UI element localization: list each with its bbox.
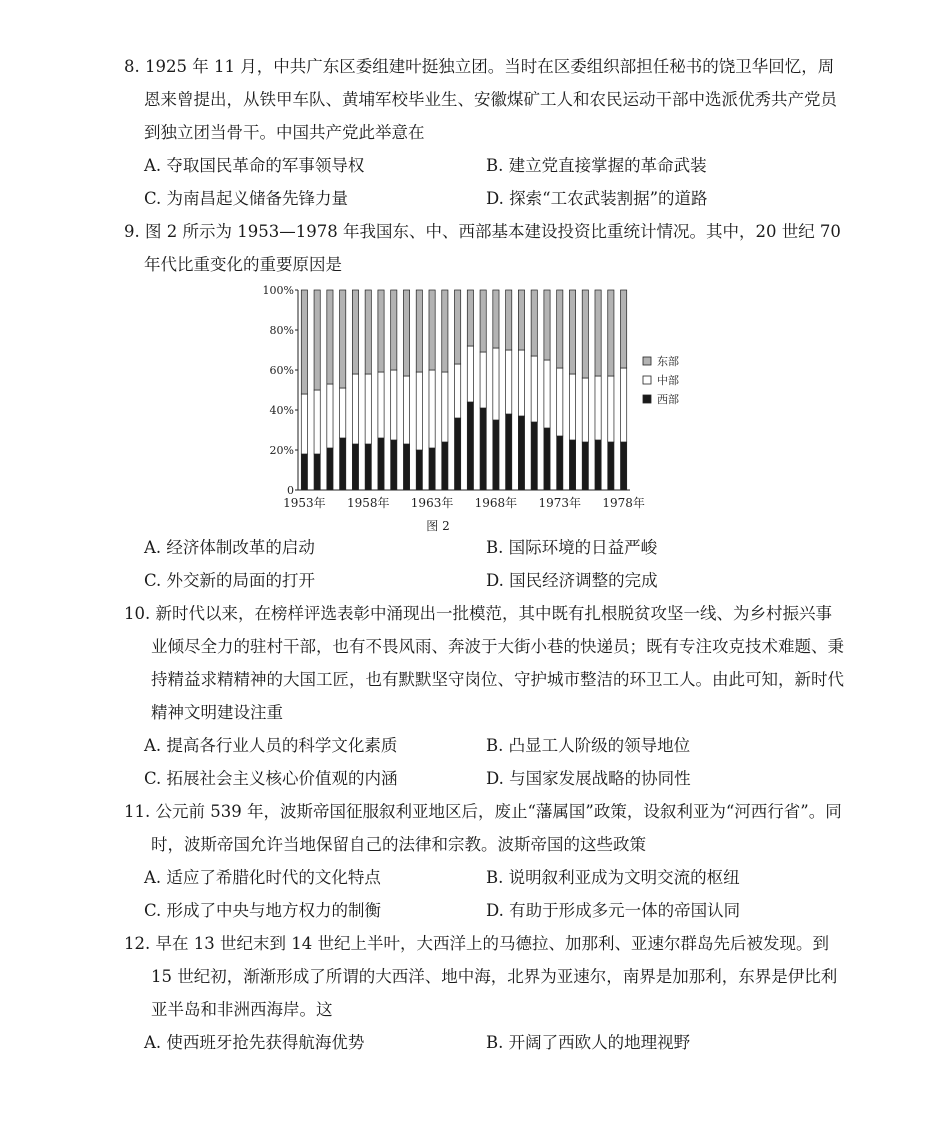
- legend-label: 中部: [657, 374, 679, 387]
- question-10-stem: 10. 新时代以来，在榜样评选表彰中涌现出一批模范，其中既有扎根脱贫攻坚一线、为乡村振兴事业倾尽全力的驻村干部，也有不畏风雨、奔波于大街小巷的快递员；既有专注攻克技术难题、秉持精益求精精神的大国工匠，也有默默坚守岗位、守护城市整洁的环卫工人。由此可知，新时代精神文明建设注重: [124, 604, 844, 722]
- bar-segment: [518, 290, 524, 350]
- legend-swatch: [643, 376, 651, 384]
- option-10d[interactable]: D. 与国家发展战略的协同性: [486, 769, 691, 788]
- bar-segment: [582, 290, 588, 378]
- bar-segment: [480, 408, 486, 490]
- bar-segment: [506, 350, 512, 414]
- bar-segment: [455, 364, 461, 418]
- bar-segment: [442, 290, 448, 372]
- bar-segment: [378, 372, 384, 438]
- legend-swatch: [643, 395, 651, 403]
- y-tick-label: 20%: [269, 444, 294, 457]
- bar-segment: [416, 372, 422, 450]
- bar-segment: [327, 448, 333, 490]
- bar-segment: [480, 290, 486, 352]
- option-9c[interactable]: C. 外交新的局面的打开: [144, 571, 316, 590]
- bar-segment: [442, 372, 448, 442]
- bar-segment: [480, 352, 486, 408]
- chart-svg: [255, 280, 695, 540]
- bar-segment: [403, 290, 409, 376]
- question-11: [124, 795, 844, 861]
- bar-segment: [314, 290, 320, 390]
- option-11c[interactable]: C. 形成了中央与地方权力的制衡: [144, 901, 382, 920]
- option-8c[interactable]: C. 为南昌起义储备先锋力量: [144, 189, 349, 208]
- bar-segment: [493, 290, 499, 348]
- bar-segment: [557, 290, 563, 368]
- bar-segment: [429, 370, 435, 448]
- bar-segment: [365, 374, 371, 444]
- option-9a[interactable]: A. 经济体制改革的启动: [144, 538, 315, 557]
- bar-segment: [301, 394, 307, 454]
- y-tick-label: 80%: [269, 324, 294, 337]
- question-8-stem: 8. 1925 年 11 月，中共广东区委组建叶挺独立团。当时在区委组织部担任秘书的饶卫华回忆，周恩来曾提出，从铁甲车队、黄埔军校毕业生、安徽煤矿工人和农民运动干部中选派优秀共产党员到独立团当骨干。中国共产党此举意在: [124, 57, 837, 142]
- option-9b[interactable]: B. 国际环境的日益严峻: [486, 538, 658, 557]
- bar-segment: [544, 360, 550, 428]
- bar-segment: [608, 290, 614, 376]
- option-11a[interactable]: A. 适应了希腊化时代的文化特点: [144, 868, 381, 887]
- bar-segment: [467, 402, 473, 490]
- bar-segment: [569, 290, 575, 374]
- bar-segment: [391, 370, 397, 440]
- bar-segment: [608, 442, 614, 490]
- bar-segment: [352, 290, 358, 374]
- bar-segment: [582, 442, 588, 490]
- question-9-options: [144, 531, 844, 597]
- bar-segment: [531, 422, 537, 490]
- bar-segment: [595, 290, 601, 376]
- x-tick-label: 1973年: [538, 496, 582, 510]
- bar-segment: [403, 376, 409, 444]
- bar-segment: [340, 438, 346, 490]
- option-10b[interactable]: B. 凸显工人阶级的领导地位: [486, 736, 691, 755]
- bar-segment: [455, 418, 461, 490]
- question-11-options: [144, 861, 844, 927]
- y-tick-label: 60%: [269, 364, 294, 377]
- chart-legend: [643, 355, 679, 406]
- bar-segment: [365, 444, 371, 490]
- bar-segment: [621, 290, 627, 368]
- question-12-stem: 12. 早在 13 世纪末到 14 世纪上半叶，大西洋上的马德拉、加那利、亚速尔群岛先后被发现。到 15 世纪初，渐渐形成了所谓的大西洋、地中海，北界为亚速尔，南界是加那利，东界是伊比利亚半岛和非洲西海岸。这: [124, 934, 838, 1019]
- legend-label: 东部: [657, 355, 679, 368]
- option-8b[interactable]: B. 建立党直接掌握的革命武装: [486, 156, 707, 175]
- bar-segment: [518, 350, 524, 416]
- question-10: [124, 597, 844, 729]
- bar-segment: [531, 356, 537, 422]
- bar-segment: [403, 444, 409, 490]
- investment-chart: [255, 280, 695, 540]
- x-tick-label: 1958年: [346, 496, 390, 510]
- bar-segment: [621, 442, 627, 490]
- bar-segment: [493, 420, 499, 490]
- y-tick-label: 0: [287, 484, 294, 497]
- bar-segment: [442, 442, 448, 490]
- question-8-options: [144, 149, 844, 215]
- question-8: [124, 50, 844, 149]
- option-12b[interactable]: B. 开阔了西欧人的地理视野: [486, 1033, 691, 1052]
- option-11b[interactable]: B. 说明叙利亚成为文明交流的枢纽: [486, 868, 740, 887]
- question-12-options: [144, 1026, 844, 1059]
- bar-segment: [467, 290, 473, 346]
- bar-segment: [595, 376, 601, 440]
- bar-segment: [352, 374, 358, 444]
- bar-segment: [429, 290, 435, 370]
- bar-segment: [352, 444, 358, 490]
- bar-segment: [340, 290, 346, 388]
- bar-segment: [557, 368, 563, 436]
- bar-segment: [391, 290, 397, 370]
- bar-segment: [582, 378, 588, 442]
- bar-segment: [544, 428, 550, 490]
- option-9d[interactable]: D. 国民经济调整的完成: [486, 571, 658, 590]
- bar-segment: [595, 440, 601, 490]
- option-11d[interactable]: D. 有助于形成多元一体的帝国认同: [486, 901, 741, 920]
- bar-segment: [314, 454, 320, 490]
- question-12: [124, 927, 844, 1026]
- bar-segment: [569, 440, 575, 490]
- y-tick-label: 40%: [269, 404, 294, 417]
- option-12a[interactable]: A. 使西班牙抢先获得航海优势: [144, 1033, 365, 1052]
- bar-segment: [327, 290, 333, 384]
- y-tick-label: 100%: [262, 284, 294, 297]
- x-tick-label: 1963年: [410, 496, 454, 510]
- option-8a[interactable]: A. 夺取国民革命的军事领导权: [144, 156, 365, 175]
- legend-label: 西部: [657, 393, 679, 406]
- bar-segment: [340, 388, 346, 438]
- question-11-stem: 11. 公元前 539 年，波斯帝国征服叙利亚地区后，废止“藩属国”政策，设叙利亚为“河西行省”。同时，波斯帝国允许当地保留自己的法律和宗教。波斯帝国的这些政策: [124, 802, 842, 854]
- chart-bars: [301, 290, 626, 490]
- option-10c[interactable]: C. 拓展社会主义核心价值观的内涵: [144, 769, 398, 788]
- bar-segment: [506, 414, 512, 490]
- bar-segment: [391, 440, 397, 490]
- bar-segment: [569, 374, 575, 440]
- bar-segment: [506, 290, 512, 350]
- option-8d[interactable]: D. 探索“工农武装割据”的道路: [486, 189, 708, 208]
- bar-segment: [416, 450, 422, 490]
- bar-segment: [378, 438, 384, 490]
- bar-segment: [365, 290, 371, 374]
- legend-swatch: [643, 357, 651, 365]
- bar-segment: [518, 416, 524, 490]
- bar-segment: [621, 368, 627, 442]
- bar-segment: [301, 290, 307, 394]
- x-tick-label: 1978年: [602, 496, 645, 510]
- x-tick-label: 1953年: [283, 496, 326, 510]
- option-10a[interactable]: A. 提高各行业人员的科学文化素质: [144, 736, 398, 755]
- question-10-options: [144, 729, 844, 795]
- bar-segment: [327, 384, 333, 448]
- bar-segment: [557, 436, 563, 490]
- chart-caption: 图 2: [426, 519, 450, 533]
- bar-segment: [493, 348, 499, 420]
- bar-segment: [608, 376, 614, 442]
- bar-segment: [544, 290, 550, 360]
- bar-segment: [455, 290, 461, 364]
- bar-segment: [301, 454, 307, 490]
- x-tick-label: 1968年: [474, 496, 518, 510]
- bar-segment: [429, 448, 435, 490]
- bar-segment: [531, 290, 537, 356]
- bar-segment: [378, 290, 384, 372]
- bar-segment: [314, 390, 320, 454]
- page-cutoff: [0, 1072, 950, 1138]
- question-9: [124, 215, 844, 281]
- question-9-stem: 9. 图 2 所示为 1953—1978 年我国东、中、西部基本建设投资比重统计情况。其中，20 世纪 70 年代比重变化的重要原因是: [124, 222, 841, 274]
- bar-segment: [467, 346, 473, 402]
- bar-segment: [416, 290, 422, 372]
